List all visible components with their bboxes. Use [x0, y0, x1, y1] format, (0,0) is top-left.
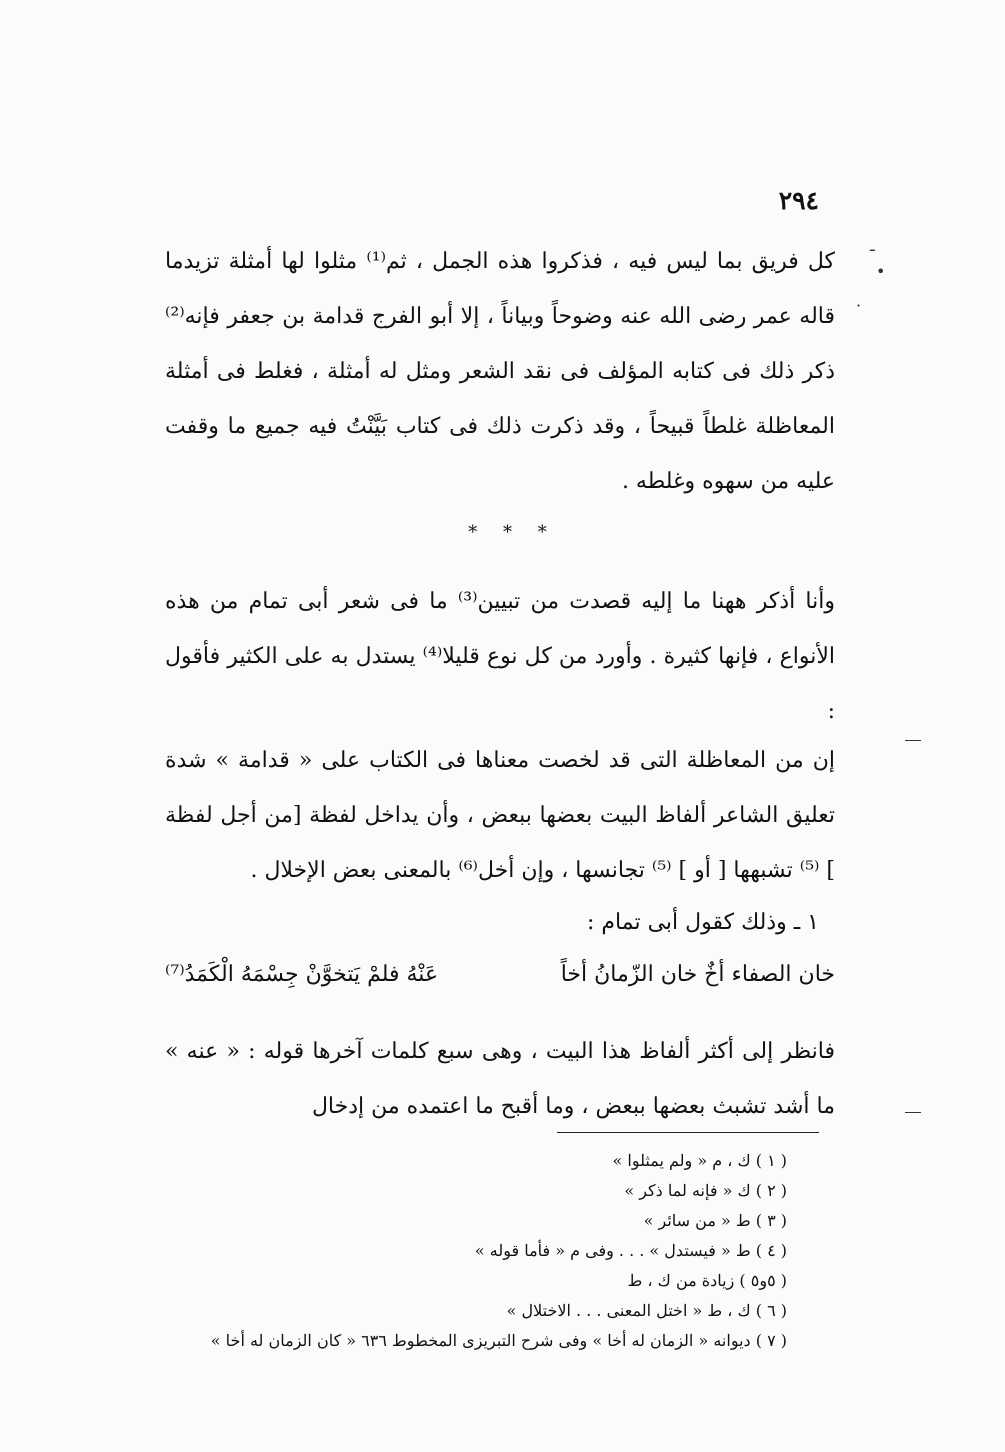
footnote-divider [557, 1132, 819, 1133]
paragraph-3: إن من المعاظلة التى قد لخصت معناها فى الكتاب على « قدامة » شدة تعليق الشاعر ألفاظ البيت بعضها ببعض ، وأن يداخل لفظة [من أجل لفظة ] ⁽⁵⁾ تشبهها [ أو ] ⁽⁵⁾ تجانسها ، وإن أخل⁽⁶⁾ بالمعنى بعض الإخلال . [165, 748, 835, 883]
footnote: ( ٣ ) ط « من سائر » [643, 1211, 787, 1230]
paragraph-4: فانظر إلى أكثر ألفاظ هذا البيت ، وهى سبع كلمات آخرها قوله : « عنه » ما أشد تشبث بعضها ببعض ، وما أقبح ما اعتمده من إدخال [165, 1039, 835, 1119]
margin-dash [905, 1112, 921, 1113]
footnote: ( ٥و٥ ) زيادة من ك ، ط [627, 1271, 787, 1290]
numbered-item: ١ ـ وذلك كقول أبى تمام : [587, 910, 819, 935]
margin-mark: • [876, 262, 886, 281]
footnote: ( ٧ ) ديوانه « الزمان له أخا » وفى شرح التبريزى المخطوط ٦٣٦ « كان الزمان له أخا » [210, 1331, 787, 1350]
section-separator: * * * [468, 522, 557, 543]
footnote: ( ٢ ) ك « فإنه لما ذكر » [624, 1181, 787, 1200]
margin-mark: · [856, 296, 862, 315]
footnote: ( ٦ ) ك ، ط « اختل المعنى . . . الاختلال » [506, 1301, 787, 1320]
margin-dash [905, 740, 921, 741]
paragraph-1: كل فريق بما ليس فيه ، فذكروا هذه الجمل ، ثم⁽¹⁾ مثلوا لها أمثلة تزيدما قاله عمر رضى الله عنه وضوحاً وبياناً ، إلا أبو الفرج قدامة بن جعفر فإنه⁽²⁾ ذكر ذلك فى كتابه المؤلف فى نقد الشعر ومثل له أمثلة ، فغلط فى أمثلة المعاظلة غلطاً قبيحاً ، وقد ذكرت ذلك فى كتاب بَيَّنْتُ فيه جميع ما وقفت عليه من سهوه وغلطه . [165, 249, 836, 494]
footnotes-list [211, 1146, 787, 1356]
page-number: ٢٩٤ [778, 186, 819, 215]
margin-mark: ـ [870, 236, 875, 255]
footnote: ( ٤ ) ط « فيستدل » . . . وفى م « فأما قوله » [474, 1241, 787, 1260]
paragraph-2: وأنا أذكر ههنا ما إليه قصدت من تبيين⁽³⁾ ما فى شعر أبى تمام من هذه الأنواع ، فإنها كثيرة . وأورد من كل نوع قليلا⁽⁴⁾ يستدل به على الكثير فأقول : [165, 589, 835, 724]
verse-second-hemistich: عَنْهُ فلمْ يَتخوَّنْ جِسْمَهُ الْكَمَدُ⁽⁷⁾ [165, 962, 439, 987]
verse-first-hemistich: خان الصفاء أخٌ خان الزّمانُ أخاً [560, 962, 835, 987]
poetry-verse [165, 950, 835, 1005]
footnote: ( ١ ) ك ، م « ولم يمثلوا » [612, 1151, 787, 1170]
